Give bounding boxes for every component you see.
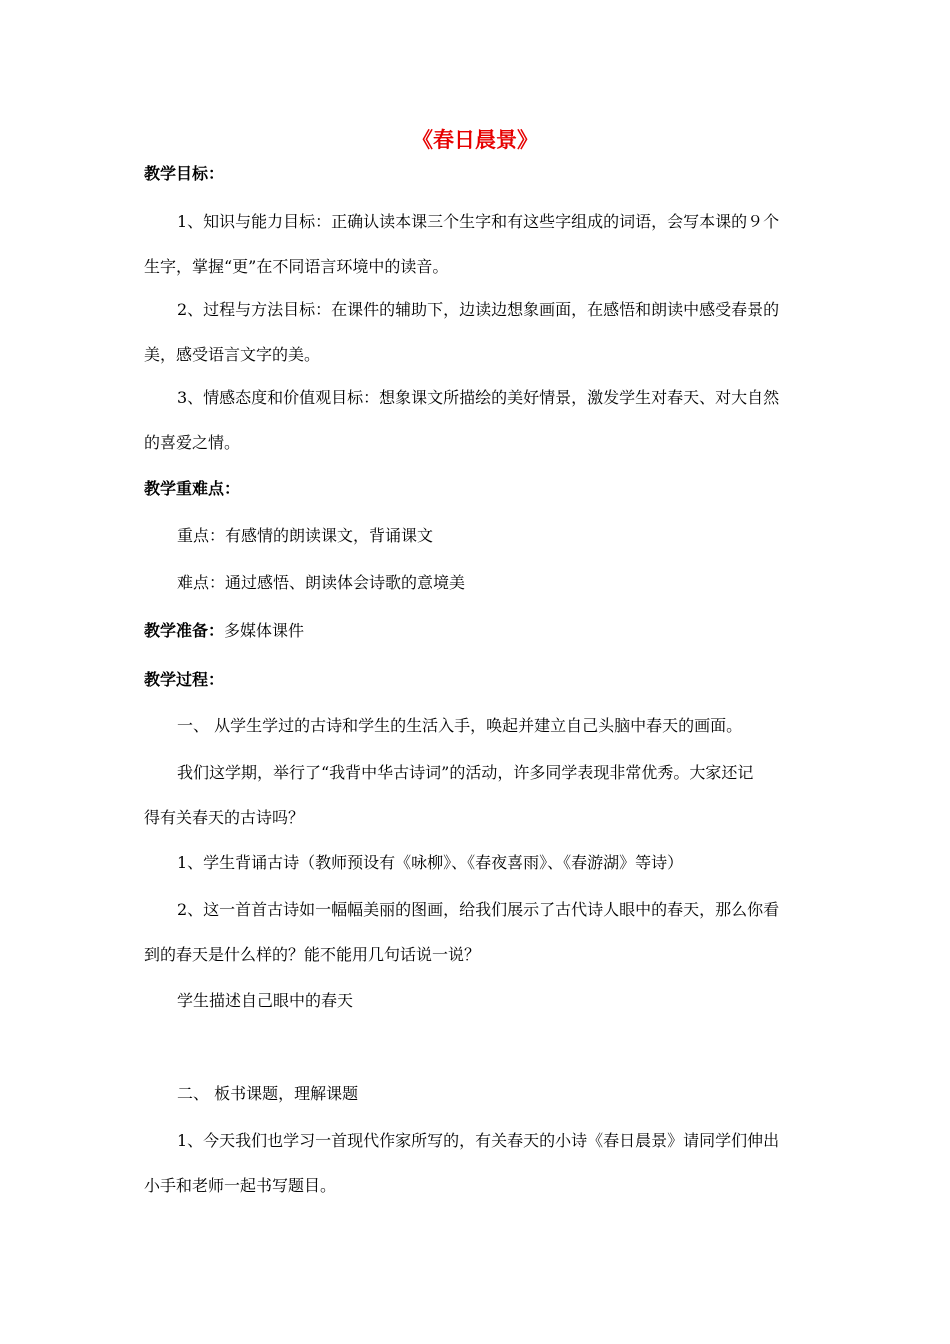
goal-1-line-2: 生字，掌握“更”在不同语言环境中的读音。 — [144, 257, 449, 276]
goal-2-line-2: 美，感受语言文字的美。 — [144, 345, 321, 364]
step-2 — [144, 1083, 809, 1105]
step-1-item-2-line-1: 2、这一首首古诗如一幅幅美丽的图画，给我们展示了古代诗人眼中的春天，那么你看 — [177, 900, 780, 919]
key-point — [144, 525, 809, 547]
goal-3-line-1: 3、情感态度和价值观目标：想象课文所描绘的美好情景，激发学生对春天、对大自然 — [177, 388, 780, 407]
goal-3 — [144, 387, 809, 454]
goals-heading: 教学目标： — [144, 164, 225, 183]
key-points-heading: 教学重难点： — [144, 479, 241, 498]
step-1-paragraph — [144, 762, 809, 829]
goal-1 — [144, 211, 809, 278]
key-point-text: 重点：有感情的朗读课文，背诵课文 — [177, 526, 434, 545]
step-2-item-1 — [144, 1130, 809, 1197]
goal-1-line-1: 1、知识与能力目标：正确认读本课三个生字和有这些字组成的词语，会写本课的９个 — [177, 212, 780, 231]
step-1-paragraph-line-2: 得有关春天的古诗吗？ — [144, 808, 305, 827]
step-1-student — [144, 990, 809, 1012]
step-1-student-text: 学生描述自己眼中的春天 — [177, 991, 354, 1010]
goal-2 — [144, 299, 809, 366]
step-1-text: 一、 从学生学过的古诗和学生的生活入手，唤起并建立自己头脑中春天的画面。 — [177, 716, 743, 735]
step-1-item-1 — [144, 852, 809, 874]
preparation-label: 教学准备： — [144, 621, 225, 640]
goal-2-line-1: 2、过程与方法目标：在课件的辅助下，边读边想象画面，在感悟和朗读中感受春景的 — [177, 300, 780, 319]
step-1-item-2 — [144, 899, 809, 966]
step-1-item-2-line-2: 到的春天是什么样的？能不能用几句话说一说？ — [144, 945, 481, 964]
step-2-text: 二、 板书课题，理解课题 — [177, 1084, 359, 1103]
step-2-item-1-line-1: 1、今天我们也学习一首现代作家所写的，有关春天的小诗《春日晨景》请同学们伸出 — [177, 1131, 780, 1150]
goal-3-line-2: 的喜爱之情。 — [144, 433, 241, 452]
preparation-value: 多媒体课件 — [224, 621, 305, 640]
step-1-paragraph-line-1: 我们这学期，举行了“我背中华古诗词”的活动，许多同学表现非常优秀。大家还记 — [177, 763, 754, 782]
difficult-point-text: 难点：通过感悟、朗读体会诗歌的意境美 — [177, 573, 466, 592]
difficult-point — [144, 572, 809, 594]
step-1-item-1-text: 1、学生背诵古诗（教师预设有《咏柳》、《春夜喜雨》、《春游湖》等诗） — [177, 853, 684, 872]
step-1 — [144, 715, 809, 737]
step-2-item-1-line-2: 小手和老师一起书写题目。 — [144, 1176, 337, 1195]
document-title: 《春日晨景》 — [412, 128, 538, 152]
preparation-heading — [144, 620, 304, 642]
process-heading: 教学过程： — [144, 670, 225, 689]
